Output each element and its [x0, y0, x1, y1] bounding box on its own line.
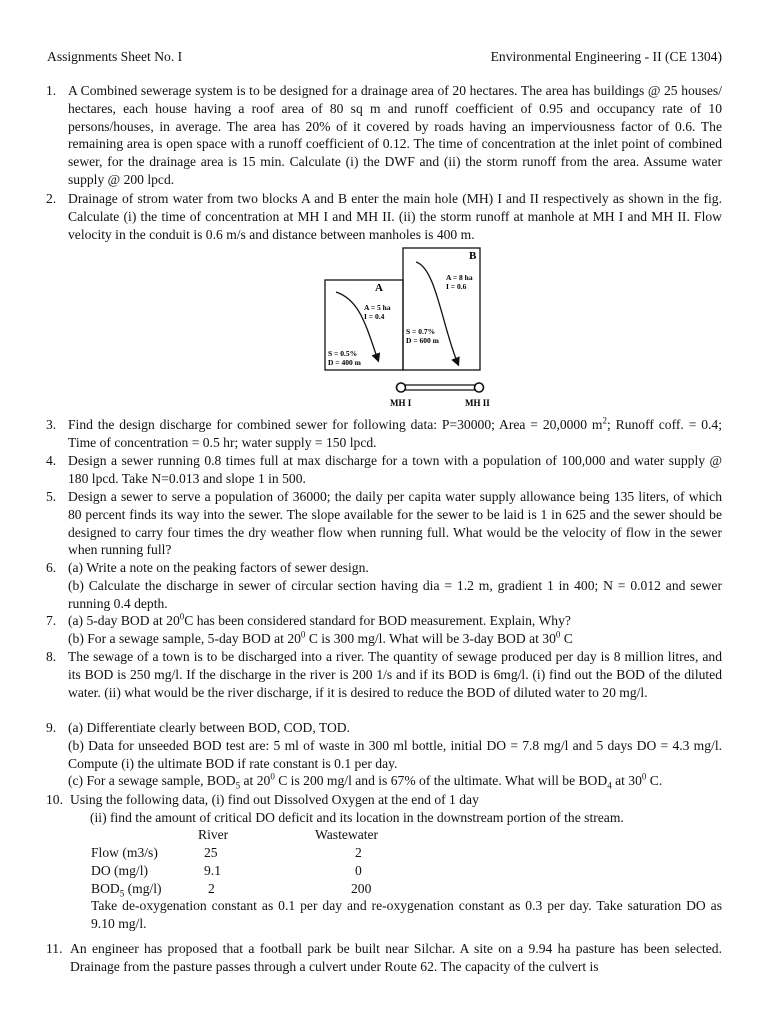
subscript: 5 — [119, 888, 125, 899]
superscript: 0 — [300, 629, 306, 640]
question-3 — [46, 416, 722, 452]
text-segment: BOD — [91, 881, 120, 896]
part-b — [68, 630, 722, 648]
question-text: An engineer has proposed that a football park be built near Silchar. A site on a 9.94 ha pasture has been selected. Drainage from the pasture passes through a culvert under Route 62. The capacity of the culvert is — [70, 941, 722, 974]
wastewater-value: 0 — [355, 863, 362, 878]
question-9 — [46, 719, 722, 790]
subscript: 5 — [235, 781, 241, 792]
row-label: Flow (m3/s) — [91, 845, 158, 860]
question-2 — [46, 190, 722, 243]
question-5 — [46, 488, 722, 559]
wastewater-value: 200 — [351, 881, 372, 896]
question-number: 8. — [46, 649, 57, 664]
subscript: 4 — [607, 781, 612, 792]
question-1 — [46, 82, 722, 189]
manhole-2-label: MH II — [465, 398, 490, 408]
superscript: 0 — [270, 771, 275, 782]
question-text: The sewage of a town is to be discharged into a river. The quantity of sewage produced per day is 8 million litres, and its BOD is 250 mg/l. If the discharge in the river is 200 1/s and if its BOD is 6mg/l. (i) find out the BOD of the diluted water. (ii) what would be the river discharge, if it is desired to reduce the BOD of diluted water to 20 mg/l. — [68, 649, 722, 700]
question-number: 1. — [46, 83, 57, 98]
superscript: 0 — [555, 629, 561, 640]
block-a-area: A = 5 ha — [364, 303, 391, 312]
question-number: 3. — [46, 417, 57, 432]
block-b-outline — [403, 248, 480, 370]
question-4 — [46, 452, 722, 488]
question-text — [70, 791, 722, 827]
text-segment: C is 300 mg/l. What will be 3-day BOD at 30 — [305, 630, 556, 646]
header-right: Environmental Engineering - II (CE 1304) — [490, 49, 722, 64]
text-segment: (a) 5-day BOD at 20 — [68, 613, 180, 628]
part-b: (b) Data for unseeded BOD test are: 5 ml of waste in 300 ml bottle, initial DO = 7.8 mg/l and 5 days DO = 4.3 mg/l. Compute (i) the ultimate BOD if rate constant is 0.1 per day. — [68, 737, 722, 771]
manhole-2-icon — [475, 383, 484, 392]
question-number: 4. — [46, 453, 57, 468]
text-segment: (c) For a sewage sample, BOD — [68, 773, 236, 789]
river-value: 25 — [204, 845, 218, 860]
note-text: Take de-oxygenation constant as 0.1 per day and re-oxygenation constant as 0.3 per day. Take saturation DO as 9.10 mg/l. — [91, 898, 722, 931]
superscript: 2 — [602, 415, 607, 426]
question-number: 6. — [46, 560, 57, 575]
question-number: 2. — [46, 191, 57, 206]
block-a-label: A — [375, 282, 383, 294]
column-wastewater: Wastewater — [315, 827, 379, 842]
text-segment: (mg/l) — [124, 881, 162, 896]
question-11 — [46, 940, 722, 976]
question-number: 7. — [46, 613, 57, 628]
manhole-1-label: MH I — [390, 398, 412, 408]
question-text: Design a sewer to serve a population of 36000; the daily per capita water supply allowance being 135 liters, of which 80 percent finds its way into the sewer. The slope available for the sewer to be laid is 1 in 625 and the sewer should be designed to carry four times the dry weather flow when running full. What would be the velocity of flow in the sewer when running full? — [68, 489, 722, 558]
question-number: 11. — [46, 941, 63, 956]
page-header — [47, 48, 722, 66]
text-segment: at 20 — [240, 773, 271, 789]
text-segment: ; Runoff coff. = 0.4; Time of concentration = 0.5 hr; water supply = 150 lpcd. — [68, 417, 722, 450]
part-a — [68, 612, 722, 630]
drainage-figure — [320, 246, 490, 412]
row-label: DO (mg/l) — [91, 863, 149, 878]
question-number: 10. — [46, 792, 63, 807]
line-1: Using the following data, (i) find out Dissolved Oxygen at the end of 1 day — [70, 792, 479, 807]
text-segment: C — [560, 630, 573, 646]
column-river: River — [198, 827, 229, 842]
text-segment: Find the design discharge for combined sewer for following data: P=30000; Area = 20,0000 m — [68, 417, 603, 432]
table-row — [91, 844, 471, 862]
manhole-1-icon — [397, 383, 406, 392]
question-text — [68, 719, 722, 790]
wastewater-value: 2 — [355, 845, 362, 860]
block-a-imperviousness: I = 0.4 — [364, 312, 385, 321]
question-7 — [46, 612, 722, 648]
question-10-note — [91, 897, 722, 933]
part-a: (a) Write a note on the peaking factors of sewer design. — [68, 560, 369, 575]
text-segment: C. — [646, 773, 663, 789]
block-a-distance: D = 400 m — [328, 358, 361, 367]
line-2: (ii) find the amount of critical DO deficit and its location in the downstream portion of the stream. — [90, 809, 624, 825]
drainage-diagram — [320, 246, 490, 412]
part-b: (b) Calculate the discharge in sewer of circular section having dia = 1.2 m, gradient 1 in 400; N = 0.012 and sewer running 0.4 depth. — [68, 577, 722, 611]
block-b-area: A = 8 ha — [446, 273, 473, 282]
text-segment: C is 200 mg/l and is 67% of the ultimate. What will be BOD — [274, 773, 608, 789]
part-a: (a) Differentiate clearly between BOD, COD, TOD. — [68, 720, 350, 735]
block-a-slope: S = 0.5% — [328, 349, 358, 358]
river-value: 2 — [208, 881, 215, 896]
row-label — [91, 880, 162, 898]
question-text — [68, 559, 722, 612]
table-row — [91, 862, 471, 880]
block-b-distance: D = 600 m — [406, 336, 439, 345]
block-b-imperviousness: I = 0.6 — [446, 282, 467, 291]
header-left: Assignments Sheet No. I — [47, 49, 183, 64]
table-row — [91, 880, 471, 898]
table-header-row — [91, 826, 471, 844]
question-8 — [46, 648, 722, 701]
question-text — [68, 612, 722, 648]
block-b-slope: S = 0.7% — [406, 327, 436, 336]
question-10 — [46, 791, 722, 827]
text-segment: at 30 — [611, 773, 642, 789]
question-6 — [46, 559, 722, 612]
question-text — [68, 416, 722, 452]
text-segment: (b) For a sewage sample, 5-day BOD at 20 — [68, 630, 301, 646]
part-c — [68, 772, 722, 790]
block-b-label: B — [469, 250, 477, 262]
river-value: 9.1 — [204, 863, 221, 878]
question-text: Drainage of strom water from two blocks A and B enter the main hole (MH) I and II respectively as shown in the fig. Calculate (i) the time of concentration at MH I and MH II. (ii) the storm runoff at manhole at MH I and MH II. Flow velocity in the conduit is 0.6 m/s and distance between manholes is 400 m. — [68, 191, 722, 242]
question-number: 5. — [46, 489, 57, 504]
superscript: 0 — [641, 771, 647, 782]
superscript: 0 — [179, 611, 185, 622]
question-text: A Combined sewerage system is to be designed for a drainage area of 20 hectares. The area has buildings @ 25 houses/ hectares, each house having a roof area of 80 sq m and runoff coefficient of 0.95 and occupancy rate of 10 persons/houses, in average. The area has 20% of it covered by roads having an imperviousness factor of 0.6. The remaining area is open space with a runoff coefficient of 0.12. The time of concentration at the inlet point of combined sewer, for the drainage area is 15 min. Calculate (i) the DWF and (ii) the storm runoff from the area. Assume water supply @ 200 lpcd. — [68, 83, 722, 187]
question-number: 9. — [46, 720, 57, 735]
question-text: Design a sewer running 0.8 times full at max discharge for a town with a population of 100,000 and water supply @ 180 lpcd. Take N=0.013 and slope 1 in 500. — [68, 453, 722, 486]
text-segment: C has been considered standard for BOD measurement. Explain, Why? — [184, 613, 571, 628]
